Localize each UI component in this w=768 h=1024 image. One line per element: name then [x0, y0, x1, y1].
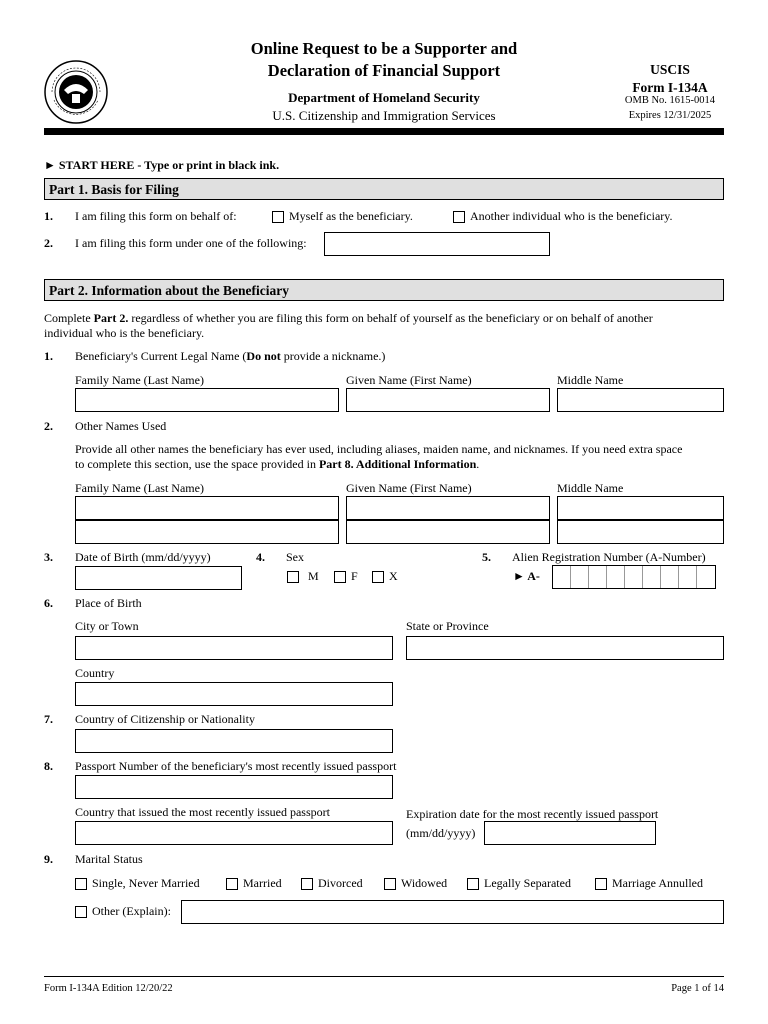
- marital-married-label: Married: [243, 876, 282, 890]
- a-number-prefix: ► A-: [513, 569, 540, 583]
- p1-q1-label: I am filing this form on behalf of:: [75, 209, 237, 223]
- p2-q3-num: 3.: [44, 550, 53, 564]
- middle-name-label: Middle Name: [557, 373, 624, 387]
- p2-q2-num: 2.: [44, 419, 53, 433]
- dob-field[interactable]: [75, 566, 242, 590]
- a-digit-box: [679, 566, 697, 588]
- sex-f-label: F: [351, 569, 358, 583]
- sex-x-checkbox[interactable]: [372, 571, 384, 583]
- agency-name: U.S. Citizenship and Immigration Services: [272, 108, 496, 123]
- marital-annulled-label: Marriage Annulled: [612, 876, 703, 890]
- p2-q4-num: 4.: [256, 550, 265, 564]
- citizenship-label: Country of Citizenship or Nationality: [75, 712, 255, 726]
- marital-separated-label: Legally Separated: [484, 876, 571, 890]
- marital-other-label: Other (Explain):: [92, 904, 171, 918]
- other-given-name-field-2[interactable]: [346, 520, 550, 544]
- marital-divorced-label: Divorced: [318, 876, 363, 890]
- myself-label: Myself as the beneficiary.: [289, 209, 413, 223]
- passport-exp-format: (mm/dd/yyyy): [406, 826, 476, 840]
- a-digit-box: [625, 566, 643, 588]
- passport-country-label: Country that issued the most recently issued passport: [75, 805, 330, 819]
- family-name-field[interactable]: [75, 388, 339, 412]
- filing-basis-field[interactable]: [324, 232, 550, 256]
- marital-other-explain-field[interactable]: [181, 900, 724, 924]
- a-digit-box: [589, 566, 607, 588]
- uscis-label: USCIS: [650, 62, 690, 77]
- marital-status-label: Marital Status: [75, 852, 143, 866]
- birth-country-field[interactable]: [75, 682, 393, 706]
- title-line-1: Online Request to be a Supporter and: [250, 39, 518, 58]
- marital-single-label: Single, Never Married: [92, 876, 200, 890]
- another-individual-checkbox[interactable]: [453, 211, 465, 223]
- marital-annulled-checkbox[interactable]: [595, 878, 607, 890]
- sex-label: Sex: [286, 550, 304, 564]
- myself-checkbox[interactable]: [272, 211, 284, 223]
- a-number-label: Alien Registration Number (A-Number): [512, 550, 706, 564]
- marital-married-checkbox[interactable]: [226, 878, 238, 890]
- sex-x-label: X: [389, 569, 398, 583]
- p2-q8-num: 8.: [44, 759, 53, 773]
- start-here: ► START HERE - Type or print in black ink.: [44, 158, 280, 172]
- marital-divorced-checkbox[interactable]: [301, 878, 313, 890]
- a-digit-box: [571, 566, 589, 588]
- expiration: Expires 12/31/2025: [628, 110, 712, 121]
- desc2-a: to complete this section, use the space provided in: [75, 457, 319, 471]
- a-number-field[interactable]: [552, 565, 716, 589]
- middle-name-field[interactable]: [557, 388, 724, 412]
- other-family-name-label: Family Name (Last Name): [75, 481, 204, 495]
- form-id: Form I-134A: [632, 80, 708, 95]
- marital-separated-checkbox[interactable]: [467, 878, 479, 890]
- desc2-c: .: [476, 457, 480, 471]
- p2-q2-desc1: Provide all other names the beneficiary has ever used, including aliases, maiden name, and nicknames. If you need extra space: [75, 442, 683, 456]
- p2-q2-label: Other Names Used: [75, 419, 167, 433]
- a-digit-box: [697, 566, 715, 588]
- given-name-label: Given Name (First Name): [346, 373, 472, 387]
- form-title: [180, 38, 588, 82]
- country-label: Country: [75, 666, 115, 680]
- p2-q1-label: [75, 349, 385, 364]
- a-digit-box: [661, 566, 679, 588]
- department-name: Department of Homeland Security: [288, 90, 480, 105]
- marital-single-checkbox[interactable]: [75, 878, 87, 890]
- q1-label-a: Beneficiary's Current Legal Name (: [75, 349, 247, 363]
- passport-exp-field[interactable]: [484, 821, 656, 845]
- footer-edition: Form I-134A Edition 12/20/22: [44, 983, 173, 994]
- dob-label: Date of Birth (mm/dd/yyyy): [75, 550, 211, 564]
- footer-divider: [44, 976, 724, 977]
- passport-exp-label: Expiration date for the most recently issued passport: [406, 807, 659, 821]
- city-field[interactable]: [75, 636, 393, 660]
- title-line-2: Declaration of Financial Support: [267, 61, 501, 80]
- p1-q2-label: I am filing this form under one of the following:: [75, 236, 307, 250]
- state-field[interactable]: [406, 636, 724, 660]
- other-family-name-field-2[interactable]: [75, 520, 339, 544]
- a-digit-box: [553, 566, 571, 588]
- other-middle-name-field-1[interactable]: [557, 496, 724, 520]
- p2-q1-num: 1.: [44, 349, 53, 363]
- desc2-b: Part 8. Additional Information: [318, 457, 477, 471]
- sex-f-checkbox[interactable]: [334, 571, 346, 583]
- sex-m-checkbox[interactable]: [287, 571, 299, 583]
- marital-widowed-label: Widowed: [401, 876, 448, 890]
- p2-q5-num: 5.: [482, 550, 491, 564]
- intro-text-b: Part 2.: [93, 311, 129, 325]
- q1-label-c: provide a nickname.): [280, 349, 386, 363]
- sex-m-label: M: [308, 569, 319, 583]
- passport-number-label: Passport Number of the beneficiary's most recently issued passport: [75, 759, 397, 773]
- part2-intro-line1: [44, 311, 653, 326]
- marital-widowed-checkbox[interactable]: [384, 878, 396, 890]
- part2-intro-line2: individual who is the beneficiary.: [44, 326, 205, 340]
- passport-number-field[interactable]: [75, 775, 393, 799]
- other-middle-name-field-2[interactable]: [557, 520, 724, 544]
- p2-q7-num: 7.: [44, 712, 53, 726]
- other-given-name-field-1[interactable]: [346, 496, 550, 520]
- footer-page-number: Page 1 of 14: [671, 983, 724, 994]
- city-label: City or Town: [75, 619, 139, 633]
- state-label: State or Province: [406, 619, 489, 633]
- intro-text-c: regardless of whether you are filing this form on behalf of yourself as the beneficiary or on behalf of another: [128, 311, 653, 325]
- family-name-label: Family Name (Last Name): [75, 373, 204, 387]
- other-family-name-field-1[interactable]: [75, 496, 339, 520]
- another-individual-label: Another individual who is the beneficiary.: [470, 209, 673, 223]
- passport-country-field[interactable]: [75, 821, 393, 845]
- q1-label-b: Do not: [246, 349, 281, 363]
- marital-other-checkbox[interactable]: [75, 906, 87, 918]
- other-given-name-label: Given Name (First Name): [346, 481, 472, 495]
- part1-header: Part 1. Basis for Filing: [44, 178, 724, 200]
- place-of-birth-label: Place of Birth: [75, 596, 142, 610]
- a-digit-box: [607, 566, 625, 588]
- citizenship-field[interactable]: [75, 729, 393, 753]
- p2-q2-desc2: [75, 457, 479, 472]
- dhs-seal-icon: [44, 60, 108, 124]
- other-middle-name-label: Middle Name: [557, 481, 624, 495]
- p1-q1-num: 1.: [44, 209, 53, 223]
- p2-q6-num: 6.: [44, 596, 53, 610]
- part2-header: Part 2. Information about the Beneficiary: [44, 279, 724, 301]
- intro-text-a: Complete: [44, 311, 94, 325]
- given-name-field[interactable]: [346, 388, 550, 412]
- omb-number: OMB No. 1615-0014: [624, 95, 716, 106]
- p2-q9-num: 9.: [44, 852, 53, 866]
- p1-q2-num: 2.: [44, 236, 53, 250]
- header-divider: [44, 128, 724, 135]
- a-digit-box: [643, 566, 661, 588]
